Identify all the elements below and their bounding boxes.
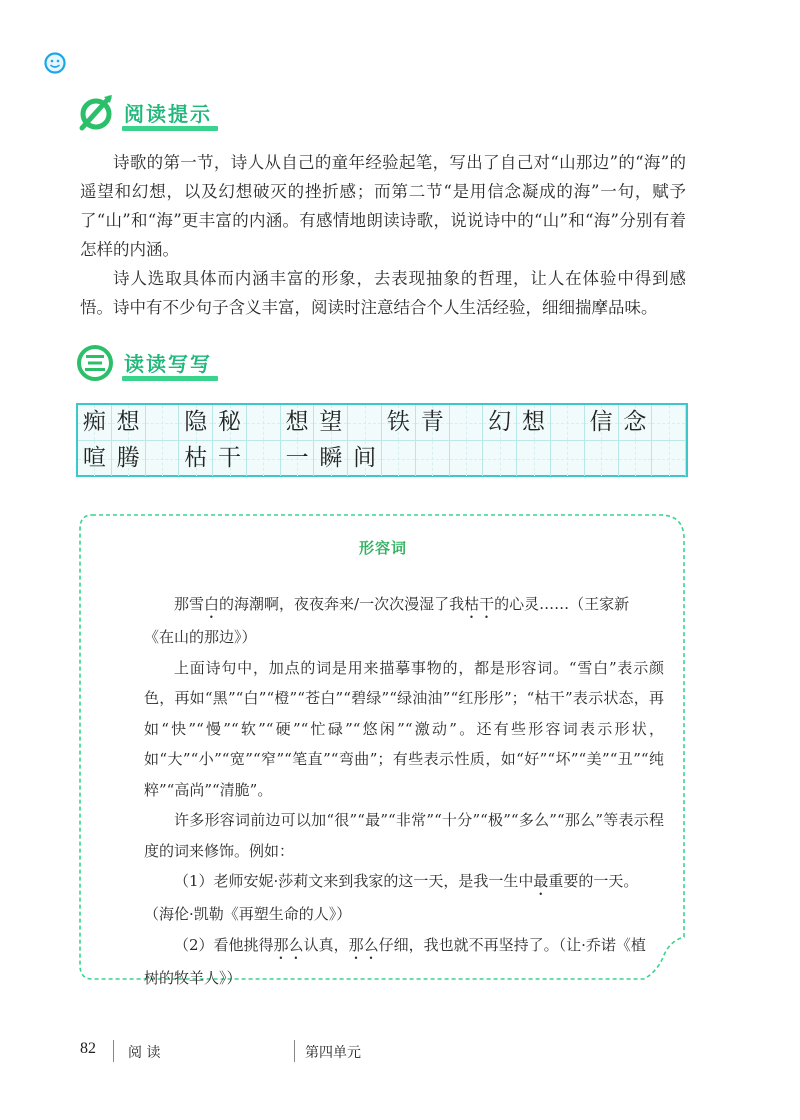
tips-paragraph-1: 诗歌的第一节，诗人从自己的童年经验起笔，写出了自己对“山那边”的“海”的遥望和幻想，以及幻想破灭的挫折感；而第二节“是用信念凝成的海”一句，赋予了“山”和“海”更丰富的内涵。有感情地朗读诗歌，说说诗中的“山”和“海”分别有着怎样的内涵。 [80,153,686,259]
grid-cell: 隐 [179,405,213,440]
grid-cell: 喧 [78,441,112,476]
grid-cell [247,405,281,440]
footer-section: 阅 读 [128,1045,161,1061]
grid-cell [585,441,619,476]
grid-cell [652,441,686,476]
reading-tips-icon [76,92,116,132]
grid-cell [551,441,585,476]
poem-quote: 那雪白的海潮啊，夜夜奔来/一次次漫湿了我枯干的心灵……（王家新 《在山的那边》） [144,595,630,646]
grid-cell [450,441,484,476]
grid-cell: 铁 [382,405,416,440]
grid-cell [416,441,450,476]
grid-cell: 干 [213,441,247,476]
grid-cell [146,405,180,440]
title-underline [122,376,218,381]
grid-cell [483,441,517,476]
adjective-knowledge-box [80,515,686,987]
grid-row-1 [78,405,686,441]
grid-cell: 望 [314,405,348,440]
grid-cell: 枯 [179,441,213,476]
title-underline [122,126,218,131]
box-content [144,589,664,993]
reading-tips-title: 阅读提示 [124,102,212,126]
read-write-title: 读读写写 [124,352,212,376]
grid-cell: 腾 [112,441,146,476]
grid-cell: 想 [112,405,146,440]
grid-cell: 痴 [78,405,112,440]
grid-cell: 间 [348,441,382,476]
grid-cell: 想 [281,405,315,440]
grid-cell [382,441,416,476]
box-title: 形容词 [358,539,407,557]
grid-cell [551,405,585,440]
read-write-header [76,342,236,384]
footer-divider [294,1040,295,1062]
page-footer [0,1040,800,1070]
grid-cell: 青 [416,405,450,440]
grid-cell [517,441,551,476]
smiley-icon [44,52,66,74]
reading-tips-body [80,148,686,322]
grid-cell [247,441,281,476]
footer-divider [113,1040,114,1062]
grid-cell [146,441,180,476]
grid-cell: 秘 [213,405,247,440]
grid-cell: 想 [517,405,551,440]
grid-cell [348,405,382,440]
page-number: 82 [80,1040,96,1057]
grid-cell [450,405,484,440]
grid-cell [652,405,686,440]
footer-unit: 第四单元 [305,1045,361,1061]
explanation-paragraph-2: 许多形容词前边可以加“很”“最”“非常”“十分”“极”“多么”“那么”等表示程度的词来修饰。例如： [144,811,664,860]
grid-cell [619,441,653,476]
reading-tips-header [76,92,236,134]
grid-cell: 幻 [483,405,517,440]
grid-cell: 瞬 [314,441,348,476]
tips-paragraph-2: 诗人选取具体而内涵丰富的形象，去表现抽象的哲理，让人在体验中得到感悟。诗中有不少句子含义丰富，阅读时注意结合个人生活经验，细细揣摩品味。 [80,269,686,317]
grid-row-2 [78,441,686,476]
grid-cell: 一 [281,441,315,476]
example-1: （1）老师安妮·莎莉文来到我家的这一天，是我一生中最重要的一天。 （海伦·凯勒《再塑生命的人》） [144,872,639,923]
vocabulary-grid [76,403,688,477]
grid-cell: 念 [619,405,653,440]
grid-cell: 信 [585,405,619,440]
explanation-paragraph-1: 上面诗句中，加点的词是用来描摹事物的，都是形容词。“雪白”表示颜色，再如“黑”“白”“橙”“苍白”“碧绿”“绿油油”“红彤彤”；“枯干”表示状态，再如“快”“慢”“软”“硬”“忙碌”“悠闲”“激动”。还有些形容词表示形状，如“大”“小”“宽”“窄”“笔直”“弯曲”；有些表示性质，如“好”“坏”“美”“丑”“纯粹”“高尚”“清脆”。 [144,658,664,799]
read-write-icon [76,344,114,382]
example-2: （2）看他挑得那么认真，那么仔细，我也就不再坚持了。（让·乔诺《植 树的牧羊人》） [144,935,646,987]
